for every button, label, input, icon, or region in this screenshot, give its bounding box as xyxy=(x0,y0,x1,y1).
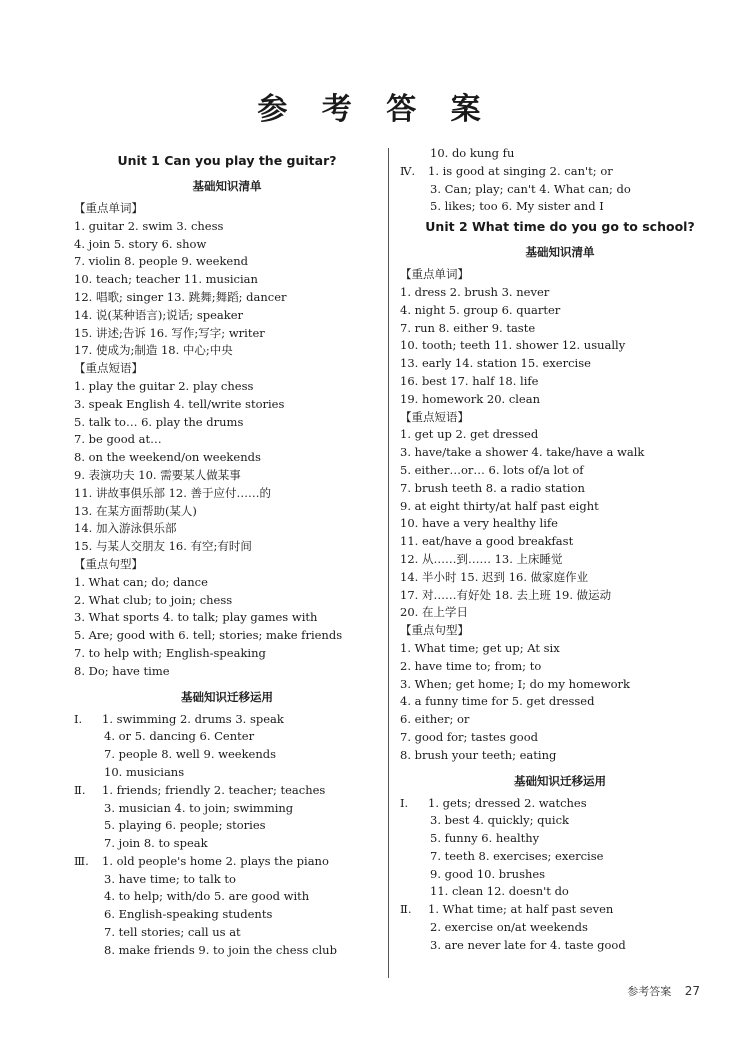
exercise-number: Ⅱ. xyxy=(74,782,86,797)
unit-heading: Unit 2 What time do you go to school? xyxy=(425,219,695,235)
answer-line: 5. funny 6. healthy xyxy=(430,831,540,846)
answer-line: 1. play the guitar 2. play chess xyxy=(74,378,254,393)
answer-line: 4. night 5. group 6. quarter xyxy=(400,302,561,317)
answer-text: 1. friends; friendly 2. teacher; teaches xyxy=(102,782,326,797)
answer-line: 5. either…or… 6. lots of/a lot of xyxy=(400,462,584,477)
subsection-heading: 【重点短语】 xyxy=(400,409,469,424)
answer-line: 7. run 8. either 9. taste xyxy=(400,320,536,335)
answer-text: 1. old people's home 2. plays the piano xyxy=(102,853,329,868)
answer-line: 14. 半小时 15. 迟到 16. 做家庭作业 xyxy=(400,569,589,584)
answer-line: 12. 唱歌; singer 13. 跳舞;舞蹈; dancer xyxy=(74,289,287,304)
answer-line: 13. early 14. station 15. exercise xyxy=(400,356,591,371)
exercise-line xyxy=(400,163,720,181)
left-column xyxy=(74,150,380,960)
exercise-line xyxy=(74,711,380,729)
column-divider xyxy=(388,148,389,978)
answer-line: 14. 加入游泳俱乐部 xyxy=(74,521,177,536)
answer-line: 16. best 17. half 18. life xyxy=(400,373,539,388)
answer-line: 7. to help with; English-speaking xyxy=(74,645,266,660)
answer-line: 3. best 4. quickly; quick xyxy=(430,813,570,828)
right-column xyxy=(400,145,720,955)
answer-line: 7. good for; tastes good xyxy=(400,729,538,744)
section-heading: 基础知识清单 xyxy=(192,179,262,193)
exercise-line xyxy=(400,795,720,813)
answer-line: 3. musician 4. to join; swimming xyxy=(104,800,294,815)
answer-line: 1. What time; get up; At six xyxy=(400,640,560,655)
answer-line: 5. talk to… 6. play the drums xyxy=(74,414,244,429)
page-number: 27 xyxy=(684,984,700,998)
answer-line: 10. tooth; teeth 11. shower 12. usually xyxy=(400,338,626,353)
answer-line: 6. either; or xyxy=(400,712,470,727)
answer-line: 3. When; get home; I; do my homework xyxy=(400,676,630,691)
answer-line: 2. exercise on/at weekends xyxy=(430,920,588,935)
answer-line: 9. good 10. brushes xyxy=(430,866,546,881)
answer-text: 1. is good at singing 2. can't; or xyxy=(428,163,613,178)
exercise-line xyxy=(74,782,380,800)
exercise-number: Ⅰ. xyxy=(74,711,83,726)
subsection-heading: 【重点单词】 xyxy=(400,267,469,282)
exercise-line xyxy=(74,853,380,871)
answer-line: 1. What can; do; dance xyxy=(74,574,208,589)
answer-line: 6. English-speaking students xyxy=(104,907,273,922)
answer-line: 14. 说(某种语言);说话; speaker xyxy=(74,307,244,322)
footer-label: 参考答案 xyxy=(627,985,672,998)
answer-line: 17. 使成为;制造 18. 中心;中央 xyxy=(74,343,233,358)
answer-line: 3. What sports 4. to talk; play games with xyxy=(74,610,318,625)
answer-line: 3. have time; to talk to xyxy=(104,871,236,886)
answer-line: 8. on the weekend/on weekends xyxy=(74,450,261,465)
unit-heading: Unit 1 Can you play the guitar? xyxy=(117,153,337,168)
answer-line: 3. Can; play; can't 4. What can; do xyxy=(430,181,631,196)
answer-line: 4. or 5. dancing 6. Center xyxy=(104,729,255,744)
answer-line: 1. guitar 2. swim 3. chess xyxy=(74,218,224,233)
answer-line: 10. teach; teacher 11. musician xyxy=(74,272,258,287)
subsection-heading: 【重点句型】 xyxy=(400,623,469,638)
answer-line: 4. a funny time for 5. get dressed xyxy=(400,694,595,709)
answer-line: 3. have/take a shower 4. take/have a walk xyxy=(400,445,645,460)
answer-line: 15. 与某人交朋友 16. 有空;有时间 xyxy=(74,539,252,554)
answer-line: 7. join 8. to speak xyxy=(104,836,208,851)
exercise-number: Ⅰ. xyxy=(400,795,409,810)
exercise-number: Ⅳ. xyxy=(400,163,416,178)
answer-line: 10. do kung fu xyxy=(430,146,515,160)
exercise-number: Ⅲ. xyxy=(74,853,89,868)
exercise-number: Ⅱ. xyxy=(400,902,412,917)
answer-line: 11. 讲故事俱乐部 12. 善于应付……的 xyxy=(74,485,272,500)
answer-line: 5. playing 6. people; stories xyxy=(104,818,266,833)
answer-line: 3. speak English 4. tell/write stories xyxy=(74,396,285,411)
answer-line: 11. clean 12. doesn't do xyxy=(430,884,569,899)
answer-text: 1. gets; dressed 2. watches xyxy=(428,795,587,810)
answer-line: 9. at eight thirty/at half past eight xyxy=(400,498,599,513)
answer-line: 10. musicians xyxy=(104,764,185,779)
answer-line: 10. have a very healthy life xyxy=(400,516,558,531)
answer-line: 2. have time to; from; to xyxy=(400,658,542,673)
answer-line: 12. 从……到…… 13. 上床睡觉 xyxy=(400,551,563,566)
answer-line: 13. 在某方面帮助(某人) xyxy=(74,503,197,518)
answer-line: 7. violin 8. people 9. weekend xyxy=(74,254,248,269)
answer-line: 7. tell stories; call us at xyxy=(104,925,241,940)
section-heading: 基础知识迁移运用 xyxy=(514,773,606,788)
subsection-heading: 【重点单词】 xyxy=(74,201,143,215)
answer-line: 7. people 8. well 9. weekends xyxy=(104,747,277,762)
answer-line: 9. 表演功夫 10. 需要某人做某事 xyxy=(74,467,241,482)
answer-line: 17. 对……有好处 18. 去上班 19. 做运动 xyxy=(400,587,612,602)
answer-line: 19. homework 20. clean xyxy=(400,391,541,406)
answer-line: 4. join 5. story 6. show xyxy=(74,236,207,251)
section-heading: 基础知识迁移运用 xyxy=(181,689,273,704)
answer-line: 8. Do; have time xyxy=(74,663,170,678)
answer-line: 8. brush your teeth; eating xyxy=(400,747,557,762)
answer-text: 1. What time; at half past seven xyxy=(428,902,614,917)
answer-line: 7. teeth 8. exercises; exercise xyxy=(430,848,604,863)
exercise-line xyxy=(400,901,720,919)
answer-line: 7. brush teeth 8. a radio station xyxy=(400,480,585,495)
answer-line: 5. Are; good with 6. tell; stories; make friends xyxy=(74,628,343,643)
answer-line: 20. 在上学日 xyxy=(400,605,468,620)
answer-line: 3. are never late for 4. taste good xyxy=(430,937,626,952)
answer-text: 1. swimming 2. drums 3. speak xyxy=(102,711,284,726)
answer-line: 8. make friends 9. to join the chess club xyxy=(104,942,337,957)
page-title: 参 考 答 案 xyxy=(257,92,493,127)
answer-line: 5. likes; too 6. My sister and I xyxy=(430,199,604,214)
page-footer xyxy=(627,983,700,999)
answer-line: 15. 讲述;告诉 16. 写作;写字; writer xyxy=(74,325,265,340)
answer-line: 11. eat/have a good breakfast xyxy=(400,534,574,549)
subsection-heading: 【重点句型】 xyxy=(74,556,143,571)
subsection-heading: 【重点短语】 xyxy=(74,361,143,376)
section-heading: 基础知识清单 xyxy=(525,245,595,260)
answer-line: 1. get up 2. get dressed xyxy=(400,427,539,442)
answer-line: 1. dress 2. brush 3. never xyxy=(400,284,550,299)
answer-line: 4. to help; with/do 5. are good with xyxy=(104,889,310,904)
answer-line: 2. What club; to join; chess xyxy=(74,592,233,607)
answer-line: 7. be good at… xyxy=(74,432,162,447)
